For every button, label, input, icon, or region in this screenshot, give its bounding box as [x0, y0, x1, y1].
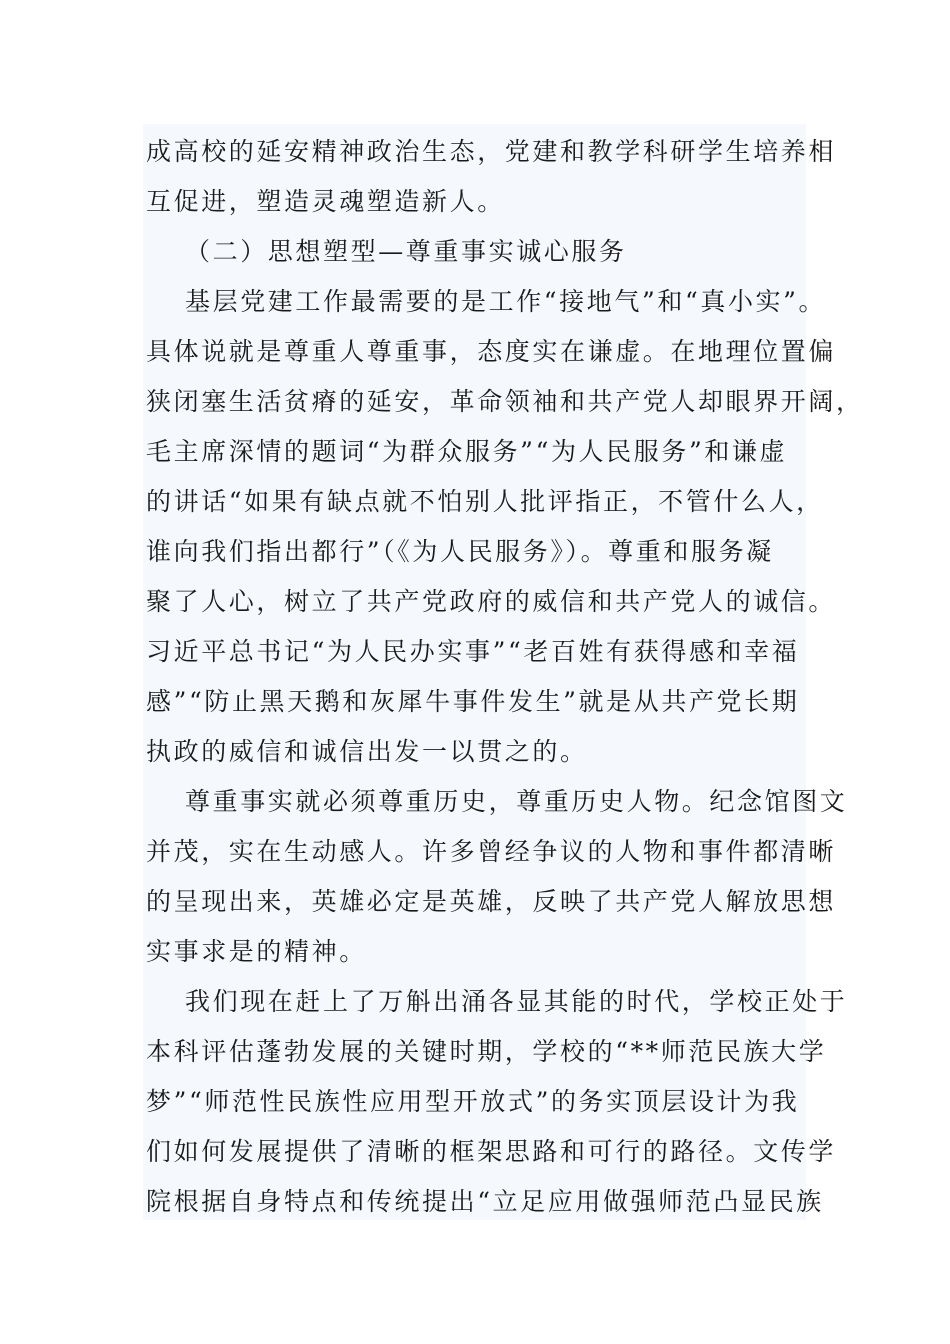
paragraph-line: 聚了人心，树立了共产党政府的威信和共产党人的诚信。 [146, 587, 837, 616]
paragraph-line: 感”“防止黑天鹅和灰犀牛事件发生”就是从共产党长期 [146, 687, 800, 716]
paragraph-line: 实事求是的精神。 [146, 937, 367, 966]
paragraph-line: 并茂，实在生动感人。许多曾经争议的人物和事件都清晰 [146, 837, 837, 866]
document-text-block [143, 124, 864, 1220]
paragraph-line: 梦”“师范性民族性应用型开放式”的务实顶层设计为我 [146, 1087, 800, 1116]
paragraph-line: 院根据自身特点和传统提出“立足应用做强师范凸显民族 [146, 1187, 824, 1216]
paragraph-line: 习近平总书记“为人民办实事”“老百姓有获得感和幸福 [146, 637, 800, 666]
paragraph-line: 基层党建工作最需要的是工作“接地气”和“真小实”。 [185, 287, 827, 316]
paragraph-line: 毛主席深情的题词“为群众服务”“为人民服务”和谦虚 [146, 437, 788, 466]
section-heading: （二）思想塑型—尊重事实诚心服务 [185, 237, 627, 266]
paragraph-line: 互促进，塑造灵魂塑造新人。 [146, 187, 505, 216]
paragraph-line: 谁向我们指出都行”（《为人民服务》）。尊重和服务凝 [146, 537, 774, 566]
paragraph-line: 的讲话“如果有缺点就不怕别人批评指正，不管什么人， [146, 487, 824, 516]
paragraph-line: 我们现在赶上了万斛出涌各显其能的时代，学校正处于 [185, 987, 848, 1016]
paragraph-line: 的呈现出来，英雄必定是英雄，反映了共产党人解放思想 [146, 887, 837, 916]
paragraph-line: 执政的威信和诚信出发一以贯之的。 [146, 737, 588, 766]
paragraph-line: 狭闭塞生活贫瘠的延安，革命领袖和共产党人却眼界开阔， [146, 387, 864, 416]
paragraph-line: 尊重事实就必须尊重历史，尊重历史人物。纪念馆图文 [185, 787, 848, 816]
paragraph-line: 成高校的延安精神政治生态，党建和教学科研学生培养相 [146, 137, 837, 166]
paragraph-line: 们如何发展提供了清晰的框架思路和可行的路径。文传学 [146, 1137, 837, 1166]
paragraph-line: 具体说就是尊重人尊重事，态度实在谦虚。在地理位置偏 [146, 337, 837, 366]
paragraph-line: 本科评估蓬勃发展的关键时期，学校的“**师范民族大学 [146, 1037, 827, 1066]
